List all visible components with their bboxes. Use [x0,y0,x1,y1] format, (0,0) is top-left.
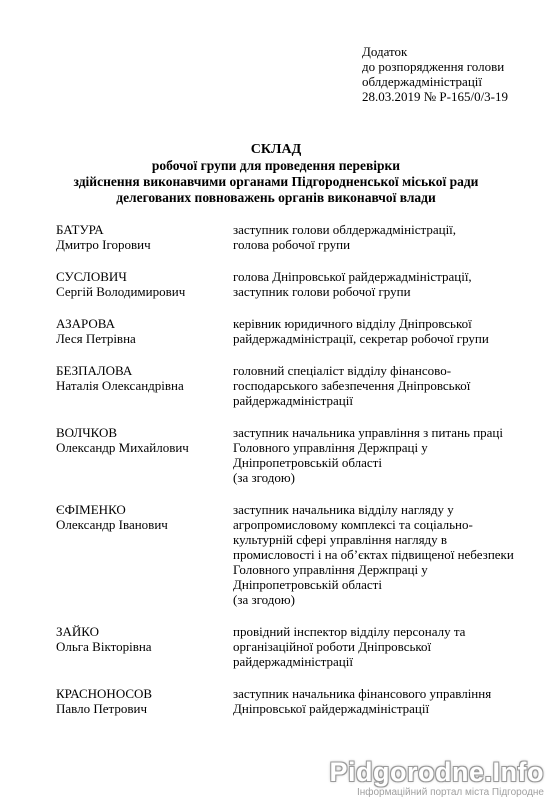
member-name [56,425,226,455]
member-given-name: Наталія Олександрівна [56,378,184,393]
role-line: заступник начальника фінансового управління [233,686,492,701]
role-line: голова Дніпровської райдержадміністрації, [233,269,472,284]
role-line: райдержадміністрації [233,654,353,669]
role-line: заступник голови облдержадміністрації, [233,222,457,237]
member-given-name: Дмитро Ігорович [56,237,151,252]
member-entry [56,624,546,669]
member-surname: АЗАРОВА [56,316,115,331]
member-role [233,502,546,607]
member-given-name: Павло Петрович [56,701,147,716]
member-entry [56,686,546,716]
watermark-logo-text: Pidgorodne.Info [329,757,544,787]
member-given-name: Олександр Іванович [56,517,168,532]
member-role [233,686,546,716]
role-line: господарського забезпечення Дніпровської [233,378,471,393]
member-entry [56,363,546,408]
role-line: Головного управління Держпраці у [233,562,428,577]
title-line: делегованих повноважень органів виконавчої влади [116,190,436,205]
member-role [233,624,546,669]
member-name [56,269,226,299]
role-line: промисловості і на об’єктах підвищеної небезпеки [233,547,514,562]
role-line: голова робочої групи [233,237,351,252]
member-entry [56,316,546,346]
title-heading: СКЛАД [250,142,302,157]
member-name [56,222,226,252]
site-watermark [330,757,544,799]
member-name [56,624,226,654]
member-entry [56,269,546,299]
appendix-line: Додаток [362,44,408,59]
member-given-name: Олександр Михайлович [56,440,189,455]
member-role [233,222,546,252]
member-given-name: Сергій Володимирович [56,284,186,299]
member-given-name: Ольга Вікторівна [56,639,152,654]
member-surname: СУСЛОВИЧ [56,269,127,284]
role-line: головний спеціаліст відділу фінансово- [233,363,452,378]
role-line: Головного управління Держпраці у [233,440,428,455]
member-surname: ЗАЙКО [56,624,100,639]
member-surname: ВОЛЧКОВ [56,425,118,440]
role-line: заступник начальника управління з питань праці [233,425,503,440]
role-line: провідний інспектор відділу персоналу та [233,624,466,639]
appendix-block [362,44,508,104]
role-line: заступник начальника відділу нагляду у [233,502,454,517]
member-name [56,502,226,532]
member-given-name: Леся Петрівна [56,331,136,346]
title-line: здійснення виконавчими органами Підгородненської міської ради [73,174,479,189]
member-entry [56,502,546,607]
member-entry [56,425,546,485]
appendix-line: облдержадміністрації [362,74,482,89]
role-line: Дніпропетровській області [233,577,382,592]
member-role [233,269,546,299]
member-name [56,686,226,716]
role-line: агропромисловому комплексі та соціально- [233,517,473,532]
appendix-line: до розпорядження голови [362,59,505,74]
members-list [56,222,546,716]
document-title [0,142,552,206]
member-surname: КРАСНОНОСОВ [56,686,153,701]
title-line: робочої групи для проведення перевірки [151,158,401,173]
member-entry [56,222,546,252]
role-line: заступник голови робочої групи [233,284,411,299]
member-surname: БАТУРА [56,222,104,237]
member-role [233,425,546,485]
member-role [233,363,546,408]
watermark-tagline: Інформаційний портал міста Підгородне [356,787,544,798]
role-line: культурній сфері управління нагляду в [233,532,448,547]
member-surname: ЄФІМЕНКО [56,502,126,517]
appendix-date-number: 28.03.2019 № Р-165/0/3-19 [362,89,509,104]
role-line: райдержадміністрації, секретар робочої групи [233,331,489,346]
role-line: Дніпропетровській області [233,455,382,470]
member-role [233,316,546,346]
member-surname: БЕЗПАЛОВА [56,363,133,378]
role-line: організаційної роботи Дніпровської [233,639,432,654]
role-line: райдержадміністрації [233,393,353,408]
role-line: Дніпровської райдержадміністрації [233,701,430,716]
role-line: (за згодою) [233,592,295,607]
role-line: керівник юридичного відділу Дніпровської [233,316,472,331]
member-name [56,316,226,346]
role-line: (за згодою) [233,470,295,485]
member-name [56,363,226,393]
